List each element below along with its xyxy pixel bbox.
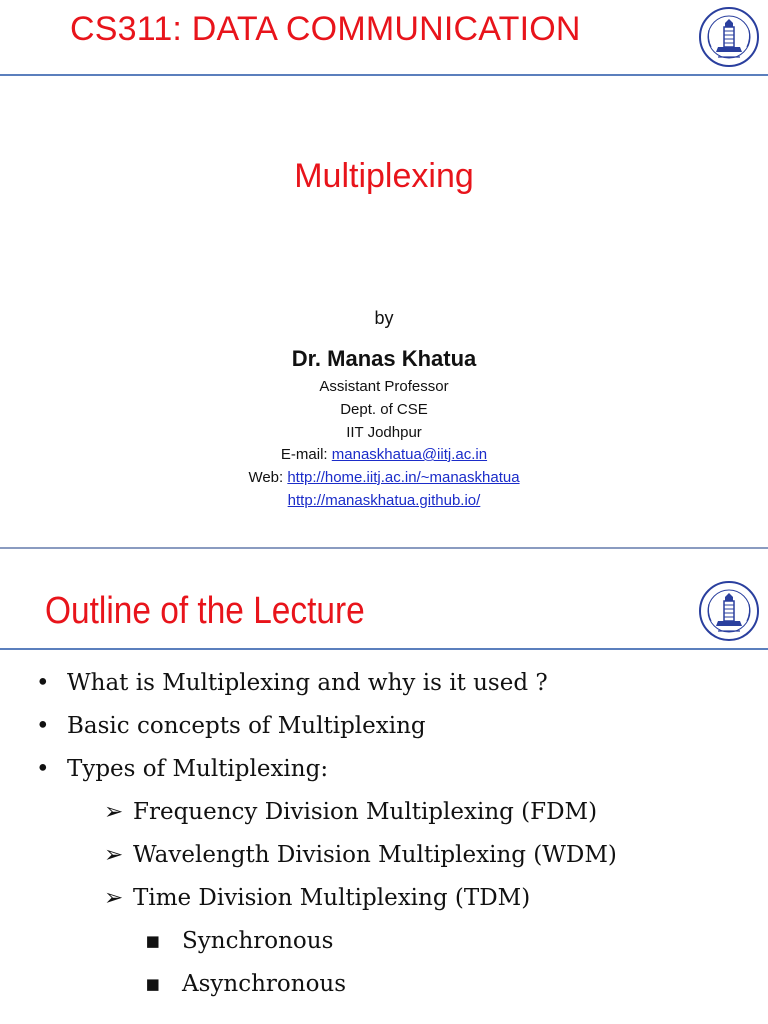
arrow-bullet-icon: ➢ bbox=[104, 885, 124, 911]
list-item: What is Multiplexing and why is it used ? bbox=[67, 670, 548, 696]
sub-sub-list-item: Asynchronous bbox=[182, 971, 347, 997]
email-link[interactable]: manaskhatua@iitj.ac.in bbox=[331, 446, 488, 463]
sub-sub-list-item: Synchronous bbox=[182, 928, 334, 954]
sub-list-item: Frequency Division Multiplexing (FDM) bbox=[133, 799, 598, 825]
bullet-dot: • bbox=[36, 713, 50, 739]
bullet-dot: • bbox=[36, 756, 50, 782]
topic-title: Multiplexing bbox=[294, 157, 474, 195]
author-name: Dr. Manas Khatua bbox=[291, 346, 477, 371]
square-bullet-icon: ▪ bbox=[145, 928, 161, 954]
institute: IIT Jodhpur bbox=[346, 424, 422, 441]
outline-title-divider bbox=[0, 648, 768, 650]
web-line-2 bbox=[0, 492, 768, 509]
web-label: Web: bbox=[248, 469, 288, 486]
email-label: E-mail: bbox=[280, 446, 332, 463]
list-item: Basic concepts of Multiplexing bbox=[67, 713, 426, 739]
bullet-dot: • bbox=[36, 670, 50, 696]
email-line bbox=[0, 446, 768, 463]
list-item: Types of Multiplexing: bbox=[67, 756, 329, 782]
iit-jodhpur-logo-icon bbox=[698, 580, 760, 642]
department: Dept. of CSE bbox=[340, 401, 428, 418]
iit-jodhpur-logo-icon bbox=[698, 6, 760, 68]
arrow-bullet-icon: ➢ bbox=[104, 799, 124, 825]
outline-slide bbox=[0, 550, 768, 1024]
course-title: CS311: DATA COMMUNICATION bbox=[70, 10, 581, 48]
by-label: by bbox=[374, 308, 394, 328]
outline-title: Outline of the Lecture bbox=[45, 590, 365, 632]
web-link-home[interactable]: http://home.iitj.ac.in/~manaskhatua bbox=[287, 469, 520, 486]
web-line bbox=[0, 469, 768, 486]
web-link-github[interactable]: http://manaskhatua.github.io/ bbox=[287, 492, 481, 509]
slide-separator bbox=[0, 547, 768, 549]
arrow-bullet-icon: ➢ bbox=[104, 842, 124, 868]
title-divider bbox=[0, 74, 768, 76]
sub-list-item: Wavelength Division Multiplexing (WDM) bbox=[133, 842, 617, 868]
designation: Assistant Professor bbox=[319, 378, 449, 395]
sub-list-item: Time Division Multiplexing (TDM) bbox=[133, 885, 531, 911]
square-bullet-icon: ▪ bbox=[145, 971, 161, 997]
